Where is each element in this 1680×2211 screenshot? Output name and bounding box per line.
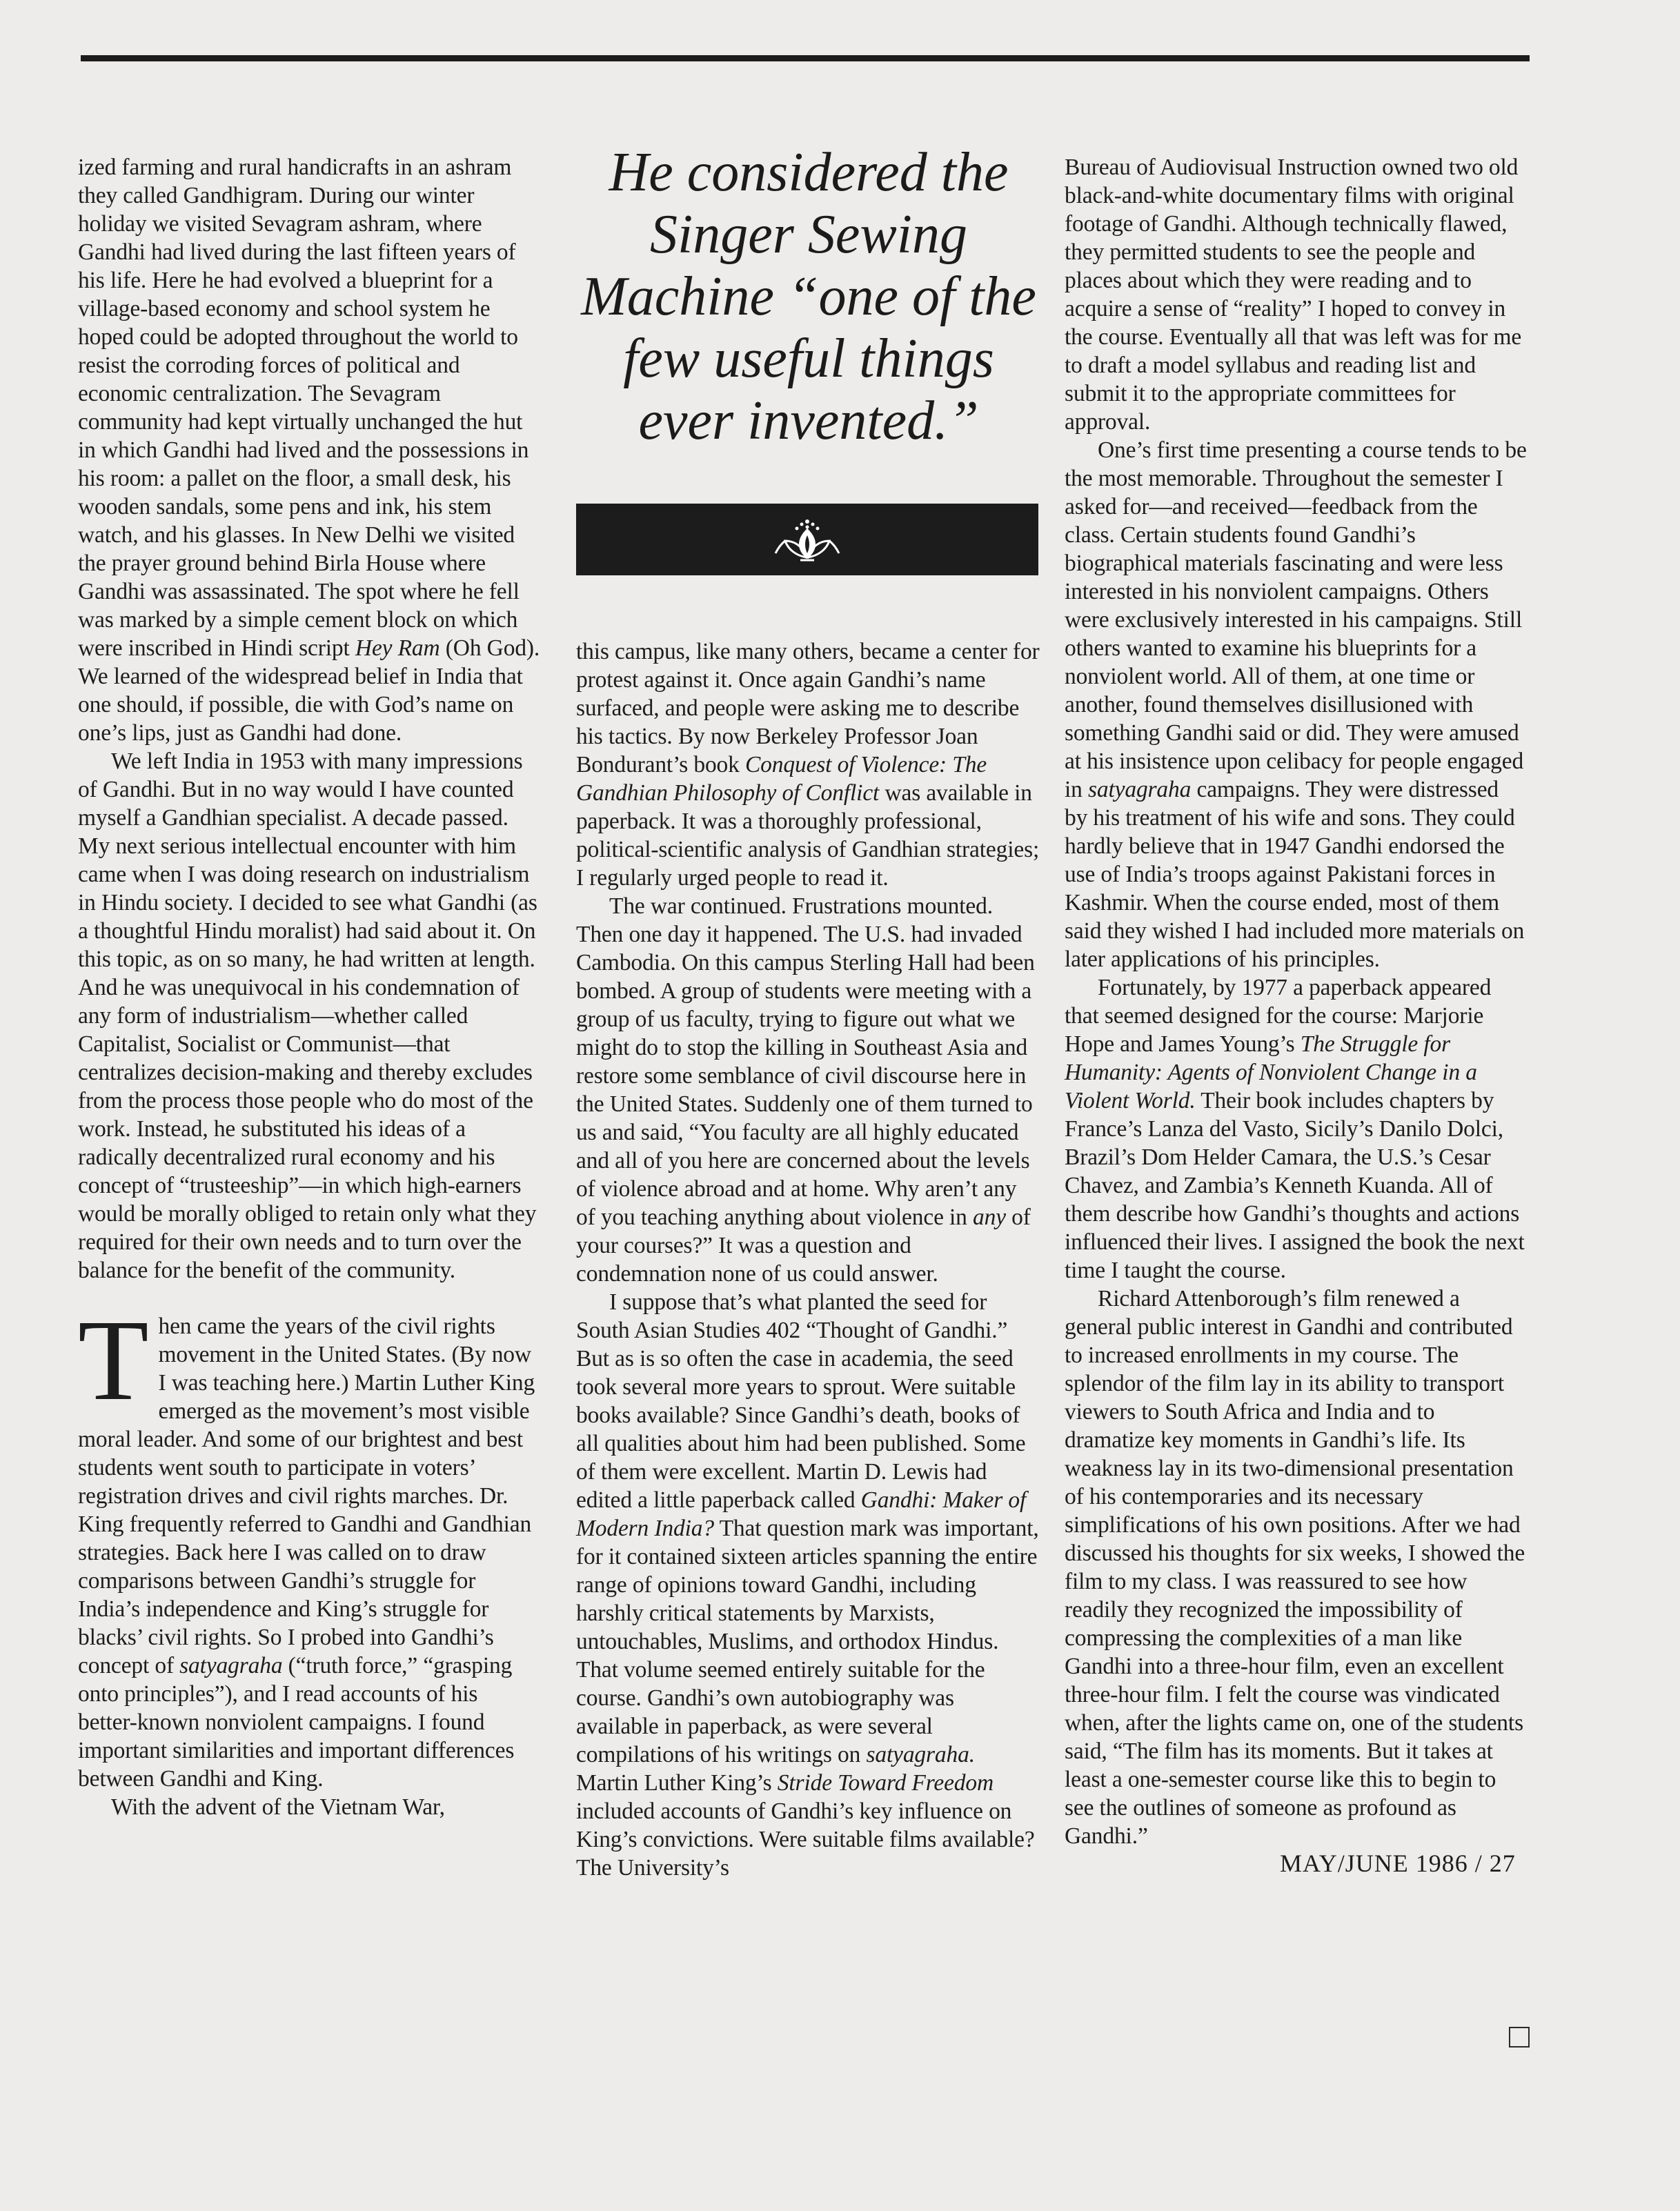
paragraph: One’s first time presenting a course tends to be the most memorable. Throughout the semester I asked for—and received—feedback from the class. Certain students found Gandhi’s biographical materials fascinating and were less interested in his nonviolent campaigns. Others were exclusively interested in his campaigns. Still others wanted to examine his blueprints for a nonviolent world. All of them, at one time or another, found themselves disillusioned with something Gandhi said or did. They were amused at his insistence upon celibacy for people engaged in satyagraha campaigns. They were distressed by his treatment of his wife and sons. They could hardly believe that in 1947 Gandhi endorsed the use of India’s troops against Pakistani forces in Kashmir. When the course ended, most of them said they wished I had included more materials on later applications of his principles. <box>1065 437 1527 972</box>
article-column-1 <box>78 153 542 1821</box>
pull-quote-line: few useful things <box>623 328 994 389</box>
drop-cap: T <box>78 1296 149 1425</box>
paragraph: Richard Attenborough’s film renewed a general public interest in Gandhi and contributed to increased enrollments in my course. The splendor of the film lay in its ability to transport viewers to South Africa and India and to dramatize key moments in Gandhi’s life. Its weakness lay in its two-dimensional presentation of his contemporaries and its necessary simplifications of his own positions. After we had discussed his thoughts for six weeks, I showed the film to my class. I was reassured to see how readily they recognized the impossibility of compressing the complexities of a man like Gandhi into a three-hour film, even an excellent three-hour film. I felt the course was vindicated when, after the lights came on, one of the students said, “The film has its moments. But it takes at least a one-semester course like this to begin to see the outlines of someone as profound as Gandhi.” <box>1065 1286 1525 1849</box>
paragraph: We left India in 1953 with many impressions of Gandhi. But in no way would I have counted myself a Gandhian specialist. A decade passed. My next serious intellectual encounter with him came when I was doing research on industrialism in Hindu society. I decided to see what Gandhi (as a thoughtful Hindu moralist) had said about it. On this topic, as on so many, he had written at length. And he was unequivocal in his condemnation of any form of industrialism—whether called Capitalist, Socialist or Communist—that centralizes decision-making and thereby excludes from the process those people who do most of the work. Instead, he substituted his ideas of a radically decentralized rural economy and his concept of “trusteeship”—in which high-earners would be morally obliged to retain only what they required for their own needs and to turn over the balance for the benefit of the community. <box>78 748 537 1283</box>
section-paragraph: Then came the years of the civil rights movement in the United States. (By now I was teaching here.) Martin Luther King emerged as the movement’s most visible moral leader. And some of our brightest and best students went south to participate in voters’ registration drives and civil rights marches. Dr. King frequently referred to Gandhi and Gandhian strategies. Back here I was called on to draw comparisons between Gandhi’s struggle for India’s independence and King’s struggle for blacks’ civil rights. So I probed into Gandhi’s concept of satyagraha (“truth force,” “grasping onto principles”), and I read accounts of his better-known nonviolent campaigns. I found important similarities and important differences between Gandhi and King. <box>78 1296 535 1792</box>
ornament-banner <box>576 504 1038 575</box>
lotus-ornament-icon <box>773 515 842 564</box>
end-of-article-box-icon <box>1509 2027 1530 2048</box>
page-number: / 27 <box>1474 1850 1516 1877</box>
page-footer <box>1280 1849 1516 1878</box>
article-column-2 <box>576 637 1040 1882</box>
paragraph: ized farming and rural handicrafts in an ashram they called Gandhigram. During our winter holiday we visited Sevagram ashram, where Gandhi had lived during the last fifteen years of his life. Here he had evolved a blueprint for a village-based economy and school system he hoped could be adopted throughout the world to resist the corroding forces of political and economic centralization. The Sevagram community had kept virtually unchanged the hut in which Gandhi had lived and the possessions in his room: a pallet on the floor, a small desk, his wooden sandals, some pens and ink, his stem watch, and his glasses. In New Delhi we visited the prayer ground behind Birla House where Gandhi was assassinated. The spot where he fell was marked by a simple cement block on which were inscribed in Hindi script Hey Ram (Oh God). We learned of the widespread belief in India that one should, if possible, die with God’s name on one’s lips, just as Gandhi had done. <box>78 155 540 746</box>
pull-quote-line: He considered the <box>609 142 1009 203</box>
pull-quote-line: Singer Sewing <box>650 204 967 265</box>
paragraph: Bureau of Audiovisual Instruction owned two old black-and-white documentary films with original footage of Gandhi. Although technically flawed, they permitted students to see the people and places about which they were reading and to acquire a sense of “reality” I hoped to convey in the course. Eventually all that was left was for me to draft a model syllabus and reading list and submit it to the appropriate committees for approval. <box>1065 155 1522 435</box>
paragraph: this campus, like many others, became a center for protest against it. Once again Gandhi’s name surfaced, and people were asking me to describe his tactics. By now Berkeley Professor Joan Bondurant’s book Conquest of Violence: The Gandhian Philosophy of Conflict was available in paperback. It was a thoroughly professional, political-scientific analysis of Gandhian strategies; I regularly urged people to read it. <box>576 639 1040 891</box>
pull-quote-line: Machine “one of the <box>581 266 1036 327</box>
paragraph: With the advent of the Vietnam War, <box>111 1794 445 1820</box>
paragraph: Fortunately, by 1977 a paperback appeared that seemed designed for the course: Marjorie Hope and James Young’s The Struggle for Humanity: Agents of Nonviolent Change in a Violent World. Their book includes chapters by France’s Lanza del Vasto, Sicily’s Danilo Dolci, Brazil’s Dom Helder Camara, the U.S.’s Cesar Chavez, and Zambia’s Kenneth Kuanda. All of them describe how Gandhi’s thoughts and actions influenced their lives. I assigned the book the next time I taught the course. <box>1065 975 1525 1283</box>
pull-quote-line: ever invented.” <box>638 390 979 451</box>
top-rule <box>81 55 1530 61</box>
article-column-3 <box>1065 153 1527 1850</box>
pull-quote <box>560 141 1057 452</box>
issue-date: MAY/JUNE 1986 <box>1280 1850 1468 1877</box>
paragraph: I suppose that’s what planted the seed for South Asian Studies 402 “Thought of Gandhi.” But as is so often the case in academia, the seed took several more years to sprout. Were suitable books available? Since Gandhi’s death, books of all qualities about him had been published. Some of them were excellent. Martin D. Lewis had edited a little paperback called Gandhi: Maker of Modern India? That question mark was important, for it contained sixteen articles spanning the entire range of opinions toward Gandhi, including harshly critical statements by Marxists, untouchables, Muslims, and orthodox Hindus. That volume seemed entirely suitable for the course. Gandhi’s own autobiography was available in paperback, as were several compilations of his writings on satyagraha. Martin Luther King’s Stride Toward Freedom included accounts of Gandhi’s key influence on King’s convictions. Were suitable films available? The University’s <box>576 1289 1039 1881</box>
paragraph: The war continued. Frustrations mounted. Then one day it happened. The U.S. had invaded Cambodia. On this campus Sterling Hall had been bombed. A group of students were meeting with a group of us faculty, trying to figure out what we might do to stop the killing in Southeast Asia and restore some semblance of civil discourse here in the United States. Suddenly one of them turned to us and said, “You faculty are all highly educated and all of you here are concerned about the levels of violence abroad and at home. Why aren’t any of you teaching anything about violence in any of your courses?” It was a question and condemnation none of us could answer. <box>576 893 1035 1287</box>
